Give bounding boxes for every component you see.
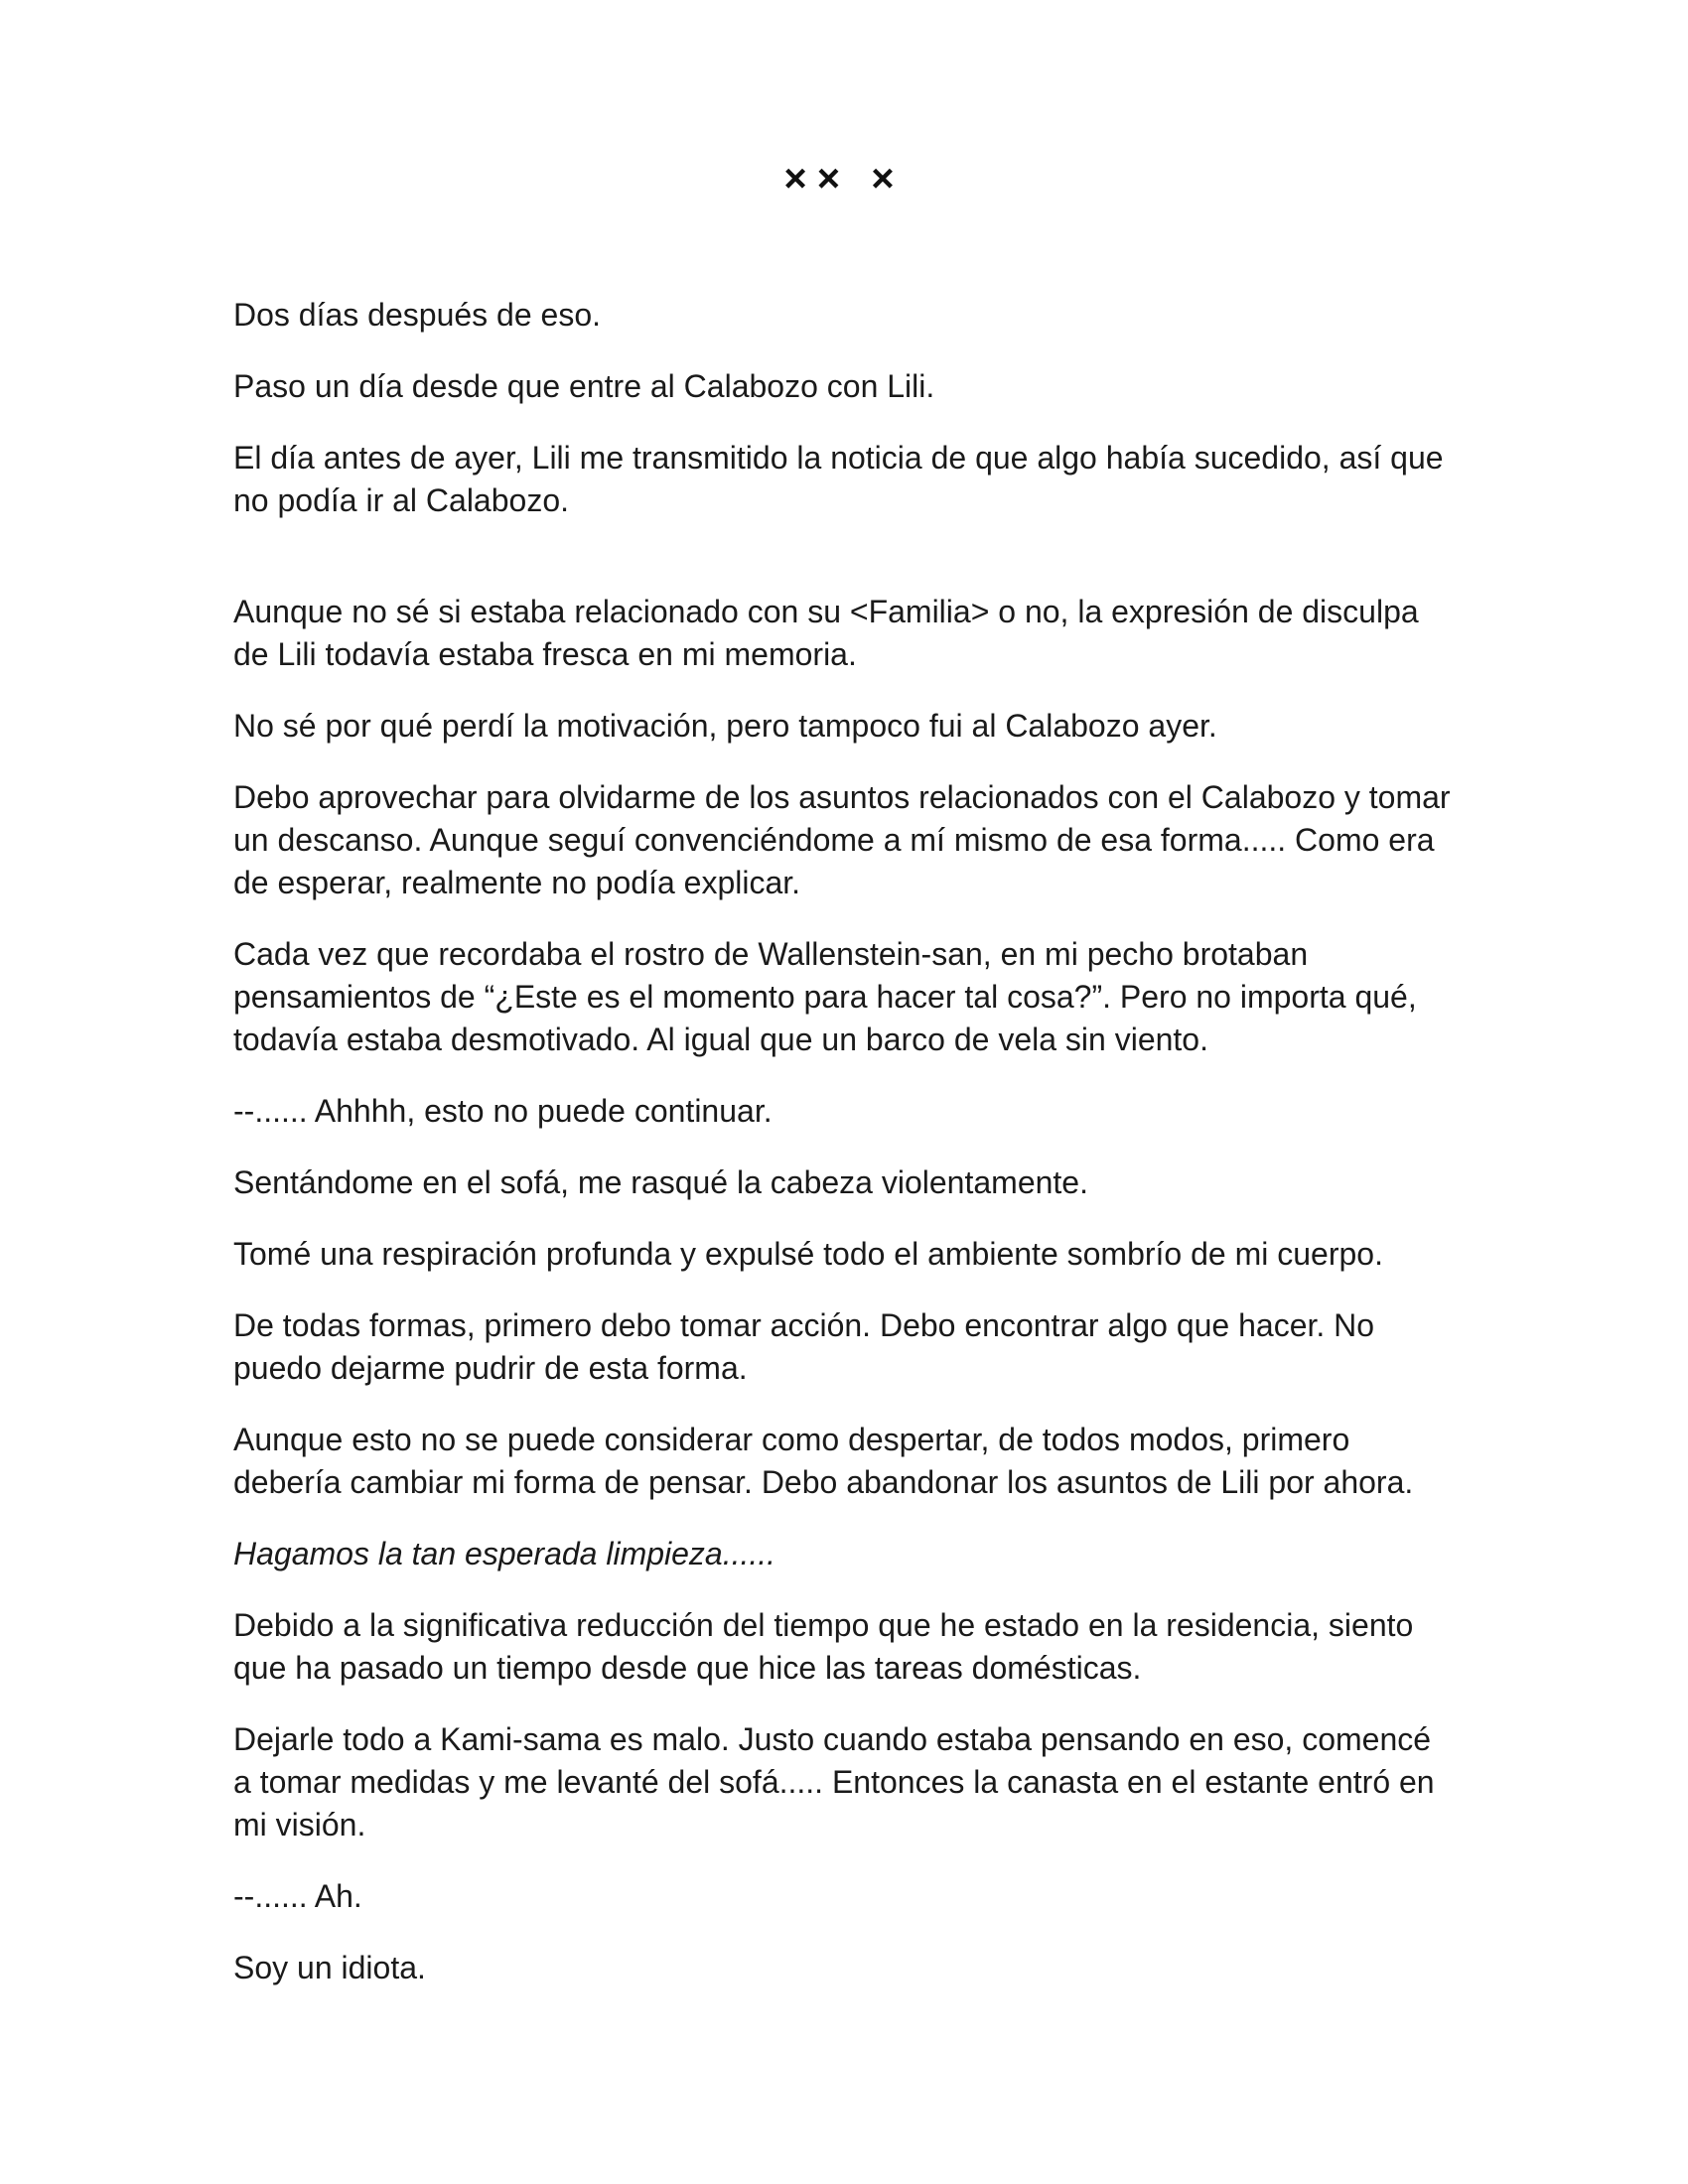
paragraph: Sentándome en el sofá, me rasqué la cabeza violentamente. xyxy=(233,1164,1088,1200)
paragraph: El día antes de ayer, Lili me transmitido la noticia de que algo había sucedido, así que no podía ir al Calabozo. xyxy=(233,440,1444,518)
paragraph: Aunque esto no se puede considerar como despertar, de todos modos, primero debería cambiar mi forma de pensar. Debo abandonar los asuntos de Lili por ahora. xyxy=(233,1422,1414,1500)
paragraph: --...... Ahhhh, esto no puede continuar. xyxy=(233,1093,773,1129)
paragraph: Cada vez que recordaba el rostro de Wallenstein-san, en mi pecho brotaban pensamientos de “¿Este es el momento para hacer tal cosa?”. Pero no importa qué, todavía estaba desmotivado. Al igual que un barco de vela sin viento. xyxy=(233,936,1417,1057)
paragraph: De todas formas, primero debo tomar acción. Debo encontrar algo que hacer. No puedo dejarme pudrir de esta forma. xyxy=(233,1307,1375,1386)
paragraph: Tomé una respiración profunda y expulsé todo el ambiente sombrío de mi cuerpo. xyxy=(233,1236,1383,1272)
paragraph: --...... Ah. xyxy=(233,1878,362,1914)
paragraph: Debido a la significativa reducción del tiempo que he estado en la residencia, siento que ha pasado un tiempo desde que hice las tareas domésticas. xyxy=(233,1607,1414,1686)
paragraph: Debo aprovechar para olvidarme de los asuntos relacionados con el Calabozo y tomar un descanso. Aunque seguí convenciéndome a mí mismo de esa forma..... Como era de esperar, realmente no podía explicar. xyxy=(233,779,1451,900)
paragraph: Dejarle todo a Kami-sama es malo. Justo cuando estaba pensando en eso, comencé a tomar medidas y me levanté del sofá..... Entonces la canasta en el estante entró en mi visión. xyxy=(233,1721,1435,1843)
paragraph: Soy un idiota. xyxy=(233,1950,426,1985)
paragraph: Aunque no sé si estaba relacionado con su <Familia> o no, la expresión de disculpa de Lili todavía estaba fresca en mi memoria. xyxy=(233,594,1419,672)
paragraph-italic: Hagamos la tan esperada limpieza...... xyxy=(233,1536,776,1571)
paragraph: No sé por qué perdí la motivación, pero tampoco fui al Calabozo ayer. xyxy=(233,708,1217,744)
paragraph: Dos días después de eso. xyxy=(233,297,602,333)
paragraph: Paso un día desde que entre al Calabozo con Lili. xyxy=(233,368,935,404)
text-body xyxy=(233,294,1455,2018)
scene-separator: ×× × xyxy=(783,157,905,201)
